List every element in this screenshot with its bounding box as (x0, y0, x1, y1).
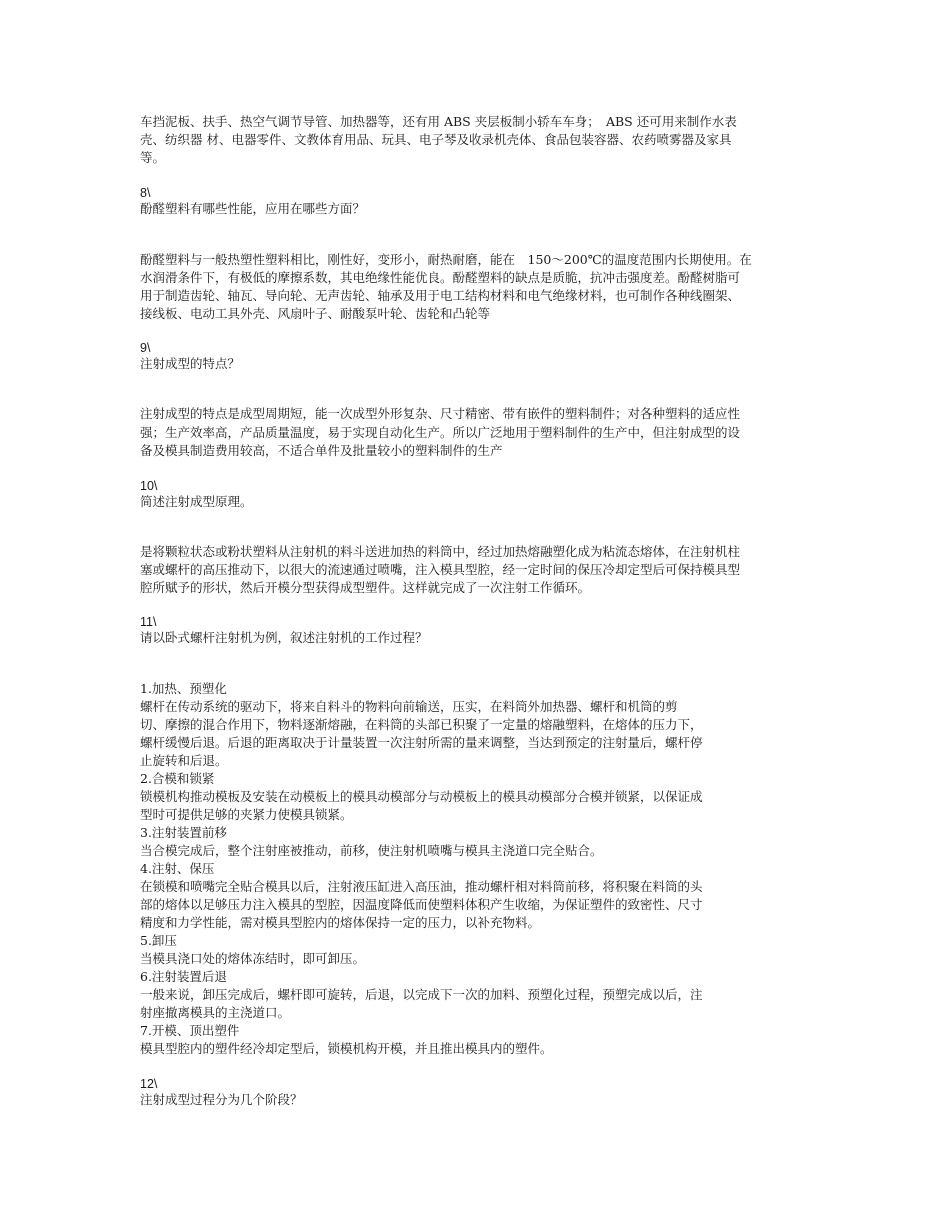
answer-line: 一般来说，卸压完成后，螺杆即可旋转，后退，以完成下一次的加料、预塑化过程，预塑完成以后，注 (140, 987, 703, 1002)
answer-line: 止旋转和后退。 (140, 753, 228, 768)
answer-line: 酚醛塑料与一般热塑性塑料相比，刚性好，变形小，耐热耐磨，能在 150～200℃的温度范围内长期使用。在 (140, 252, 752, 267)
answer-line: 螺杆缓慢后退。后退的距离取决于计量装置一次注射所需的量来调整，当达到预定的注射量后，螺杆停 (140, 735, 703, 750)
answer-line: 6.注射装置后退 (140, 969, 227, 984)
answer-line: 用于制造齿轮、轴瓦、导向轮、无声齿轮、轴承及用于电工结构材料和电气绝缘材料，也可制作各种线圈架、 (140, 288, 741, 303)
answer-line: 1.加热、预塑化 (140, 681, 227, 696)
question-text: 简述注射成型原理。 (140, 494, 253, 509)
question-text: 酚醛塑料有哪些性能，应用在哪些方面？ (140, 201, 366, 216)
question-text: 注射成型的特点？ (140, 356, 241, 371)
question-number: 8\ (140, 186, 151, 200)
paragraph-line: 车挡泥板、扶手、热空气调节导管、加热器等，还有用 ABS 夹层板制小轿车车身； ABS 还可用来制作水表 (140, 114, 737, 129)
answer-line: 模具型腔内的塑件经冷却定型后，锁模机构开模，并且推出模具内的塑件。 (140, 1041, 553, 1056)
paragraph-line: 壳、纺织器 材、电器零件、文教体育用品、玩具、电子琴及收录机壳体、食品包装容器、农药喷雾器及家具 (140, 132, 732, 147)
answer-line: 备及模具制造费用较高，不适合单件及批量较小的塑料制件的生产 (140, 443, 503, 458)
answer-line: 切、摩擦的混合作用下，物料逐渐熔融，在料筒的头部已积聚了一定量的熔融塑料，在熔体的压力下， (140, 717, 703, 732)
answer-line: 精度和力学性能，需对模具型腔内的熔体保持一定的压力，以补充物料。 (140, 915, 541, 930)
answer-line: 塞或螺杆的高压推动下，以很大的流速通过喷嘴，注入模具型腔，经一定时间的保压冷却定型后可保持模具型 (140, 562, 741, 577)
answer-line: 5.卸压 (140, 933, 177, 948)
answer-line: 当合模完成后，整个注射座被推动，前移，使注射机喷嘴与模具主浇道口完全贴合。 (140, 843, 603, 858)
question-text: 注射成型过程分为几个阶段？ (140, 1092, 303, 1107)
answer-line: 当模具浇口处的熔体冻结时，即可卸压。 (140, 951, 366, 966)
question-text: 请以卧式螺杆注射机为例，叙述注射机的工作过程？ (140, 630, 428, 645)
answer-line: 注射成型的特点是成型周期短，能一次成型外形复杂、尺寸精密、带有嵌件的塑料制件；对各种塑料的适应性 (140, 406, 741, 421)
answer-line: 是将颗粒状态或粉状塑料从注射机的料斗送进加热的料筒中，经过加热熔融塑化成为粘流态熔体，在注射机柱 (140, 544, 741, 559)
answer-line: 强；生产效率高，产品质量温度，易于实现自动化生产。所以广泛地用于塑料制件的生产中，但注射成型的设 (140, 425, 741, 440)
answer-line: 在锁模和喷嘴完全贴合模具以后，注射液压缸进入高压油，推动螺杆相对料筒前移，将积聚在料筒的头 (140, 879, 703, 894)
answer-line: 螺杆在传动系统的驱动下，将来自料斗的物料向前输送，压实，在料筒外加热器、螺杆和机筒的剪 (140, 699, 678, 714)
answer-line: 型时可提供足够的夹紧力使模具锁紧。 (140, 807, 353, 822)
answer-line: 锁模机构推动模板及安装在动模板上的模具动模部分与动模板上的模具动模部分合模并锁紧，以保证成 (140, 789, 703, 804)
answer-line: 腔所赋予的形状，然后开模分型获得成型塑件。这样就完成了一次注射工作循环。 (140, 580, 591, 595)
answer-line: 射座撤离模具的主浇道口。 (140, 1005, 291, 1020)
question-number: 9\ (140, 341, 151, 355)
answer-line: 3.注射装置前移 (140, 825, 227, 840)
question-number: 12\ (140, 1077, 158, 1091)
answer-line: 7.开模、顶出塑件 (140, 1023, 240, 1038)
answer-line: 4.注射、保压 (140, 861, 215, 876)
answer-line: 部的熔体以足够压力注入模具的型腔，因温度降低而使塑料体积产生收缩，为保证塑件的致密性、尺寸 (140, 897, 703, 912)
answer-line: 水润滑条件下，有极低的摩擦系数，其电绝缘性能优良。酚醛塑料的缺点是质脆，抗冲击强度差。酚醛树脂可 (140, 270, 741, 285)
answer-line: 2.合模和锁紧 (140, 771, 215, 786)
question-number: 10\ (140, 479, 158, 493)
question-number: 11\ (140, 615, 157, 629)
paragraph-line: 等。 (140, 150, 166, 165)
answer-line: 接线板、电动工具外壳、风扇叶子、耐酸泵叶轮、齿轮和凸轮等 (140, 306, 491, 321)
